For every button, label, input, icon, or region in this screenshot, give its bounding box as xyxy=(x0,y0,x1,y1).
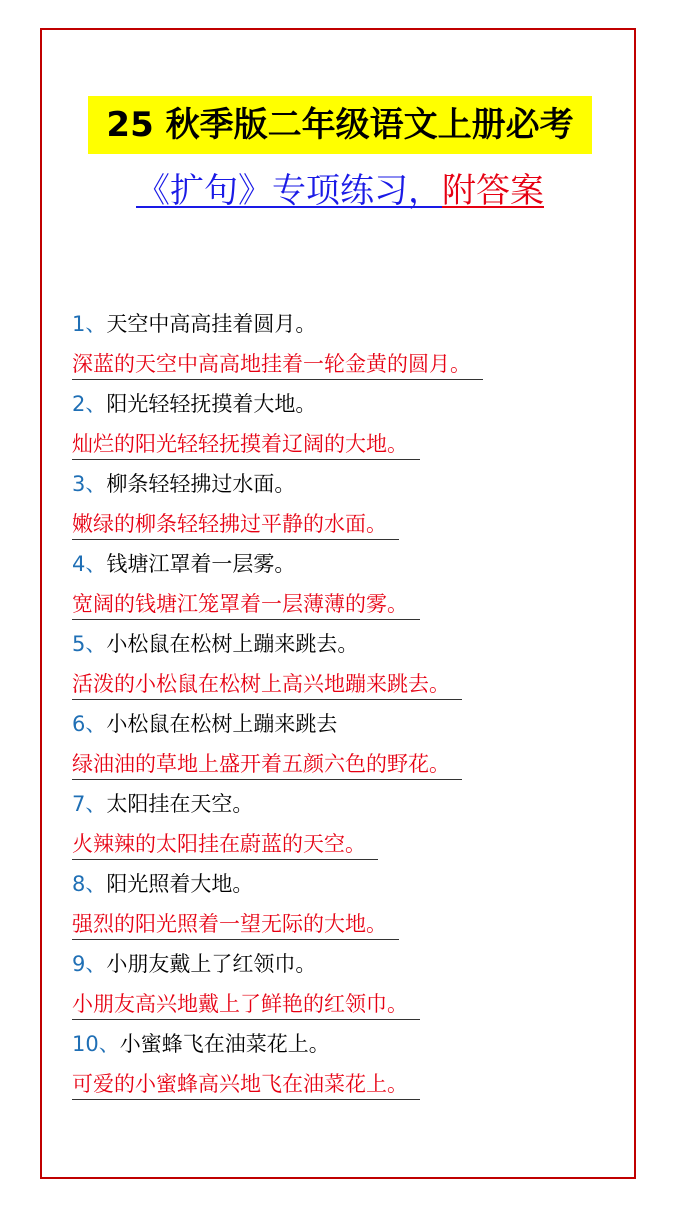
answer-line xyxy=(72,904,612,944)
exercise-item xyxy=(72,784,612,864)
question-text: 柳条轻轻拂过水面。 xyxy=(106,472,296,496)
answer-line xyxy=(72,984,612,1024)
answer-text: 小朋友高兴地戴上了鲜艳的红领巾。 xyxy=(72,989,420,1020)
answer-line xyxy=(72,744,612,784)
question-text: 小松鼠在松树上蹦来跳去。 xyxy=(106,632,359,656)
question-line xyxy=(72,304,612,344)
question-text: 钱塘江罩着一层雾。 xyxy=(106,552,296,576)
answer-line xyxy=(72,1064,612,1104)
exercise-item xyxy=(72,944,612,1024)
question-line xyxy=(72,624,612,664)
title-subtitle-blue: 《扩句》专项练习， xyxy=(136,171,442,211)
question-number: 2 xyxy=(72,392,86,416)
question-line xyxy=(72,944,612,984)
answer-line xyxy=(72,344,612,384)
exercise-item xyxy=(72,1024,612,1104)
question-number: 7 xyxy=(72,792,86,816)
question-separator: 、 xyxy=(85,872,107,896)
question-number: 5 xyxy=(72,632,86,656)
answer-text: 深蓝的天空中高高地挂着一轮金黄的圆月。 xyxy=(72,349,483,380)
question-number: 1 xyxy=(72,312,86,336)
question-line xyxy=(72,544,612,584)
question-line xyxy=(72,384,612,424)
title-line-1: 25 秋季版二年级语文上册必考 xyxy=(88,96,592,154)
exercise-list xyxy=(72,304,612,1104)
exercise-item xyxy=(72,384,612,464)
question-separator: 、 xyxy=(98,1032,120,1056)
question-separator: 、 xyxy=(85,952,107,976)
answer-text: 宽阔的钱塘江笼罩着一层薄薄的雾。 xyxy=(72,589,420,620)
exercise-item xyxy=(72,704,612,784)
answer-text: 活泼的小松鼠在松树上高兴地蹦来跳去。 xyxy=(72,669,462,700)
question-separator: 、 xyxy=(85,712,107,736)
title-line-2 xyxy=(0,166,680,216)
answer-line xyxy=(72,584,612,624)
answer-text: 火辣辣的太阳挂在蔚蓝的天空。 xyxy=(72,829,378,860)
exercise-item xyxy=(72,304,612,384)
exercise-item xyxy=(72,464,612,544)
question-text: 天空中高高挂着圆月。 xyxy=(106,312,317,336)
question-line xyxy=(72,704,612,744)
question-number: 9 xyxy=(72,952,86,976)
question-text: 小朋友戴上了红领巾。 xyxy=(106,952,317,976)
answer-line xyxy=(72,504,612,544)
title-subtitle-red: 附答案 xyxy=(442,171,544,211)
question-text: 阳光照着大地。 xyxy=(106,872,254,896)
question-separator: 、 xyxy=(85,552,107,576)
exercise-item xyxy=(72,864,612,944)
answer-text: 强烈的阳光照着一望无际的大地。 xyxy=(72,909,399,940)
answer-line xyxy=(72,424,612,464)
question-line xyxy=(72,464,612,504)
question-number: 10 xyxy=(72,1032,99,1056)
answer-text: 绿油油的草地上盛开着五颜六色的野花。 xyxy=(72,749,462,780)
question-separator: 、 xyxy=(85,792,107,816)
question-line xyxy=(72,784,612,824)
question-separator: 、 xyxy=(85,392,107,416)
question-text: 小蜜蜂飞在油菜花上。 xyxy=(119,1032,330,1056)
answer-text: 灿烂的阳光轻轻抚摸着辽阔的大地。 xyxy=(72,429,420,460)
exercise-item xyxy=(72,544,612,624)
answer-text: 嫩绿的柳条轻轻拂过平静的水面。 xyxy=(72,509,399,540)
question-number: 8 xyxy=(72,872,86,896)
question-line xyxy=(72,864,612,904)
question-text: 太阳挂在天空。 xyxy=(106,792,254,816)
question-text: 小松鼠在松树上蹦来跳去 xyxy=(106,712,338,736)
question-text: 阳光轻轻抚摸着大地。 xyxy=(106,392,317,416)
answer-line xyxy=(72,824,612,864)
question-separator: 、 xyxy=(85,472,107,496)
question-separator: 、 xyxy=(85,312,107,336)
question-line xyxy=(72,1024,612,1064)
question-number: 6 xyxy=(72,712,86,736)
exercise-item xyxy=(72,624,612,704)
answer-text: 可爱的小蜜蜂高兴地飞在油菜花上。 xyxy=(72,1069,420,1100)
question-separator: 、 xyxy=(85,632,107,656)
answer-line xyxy=(72,664,612,704)
question-number: 4 xyxy=(72,552,86,576)
question-number: 3 xyxy=(72,472,86,496)
